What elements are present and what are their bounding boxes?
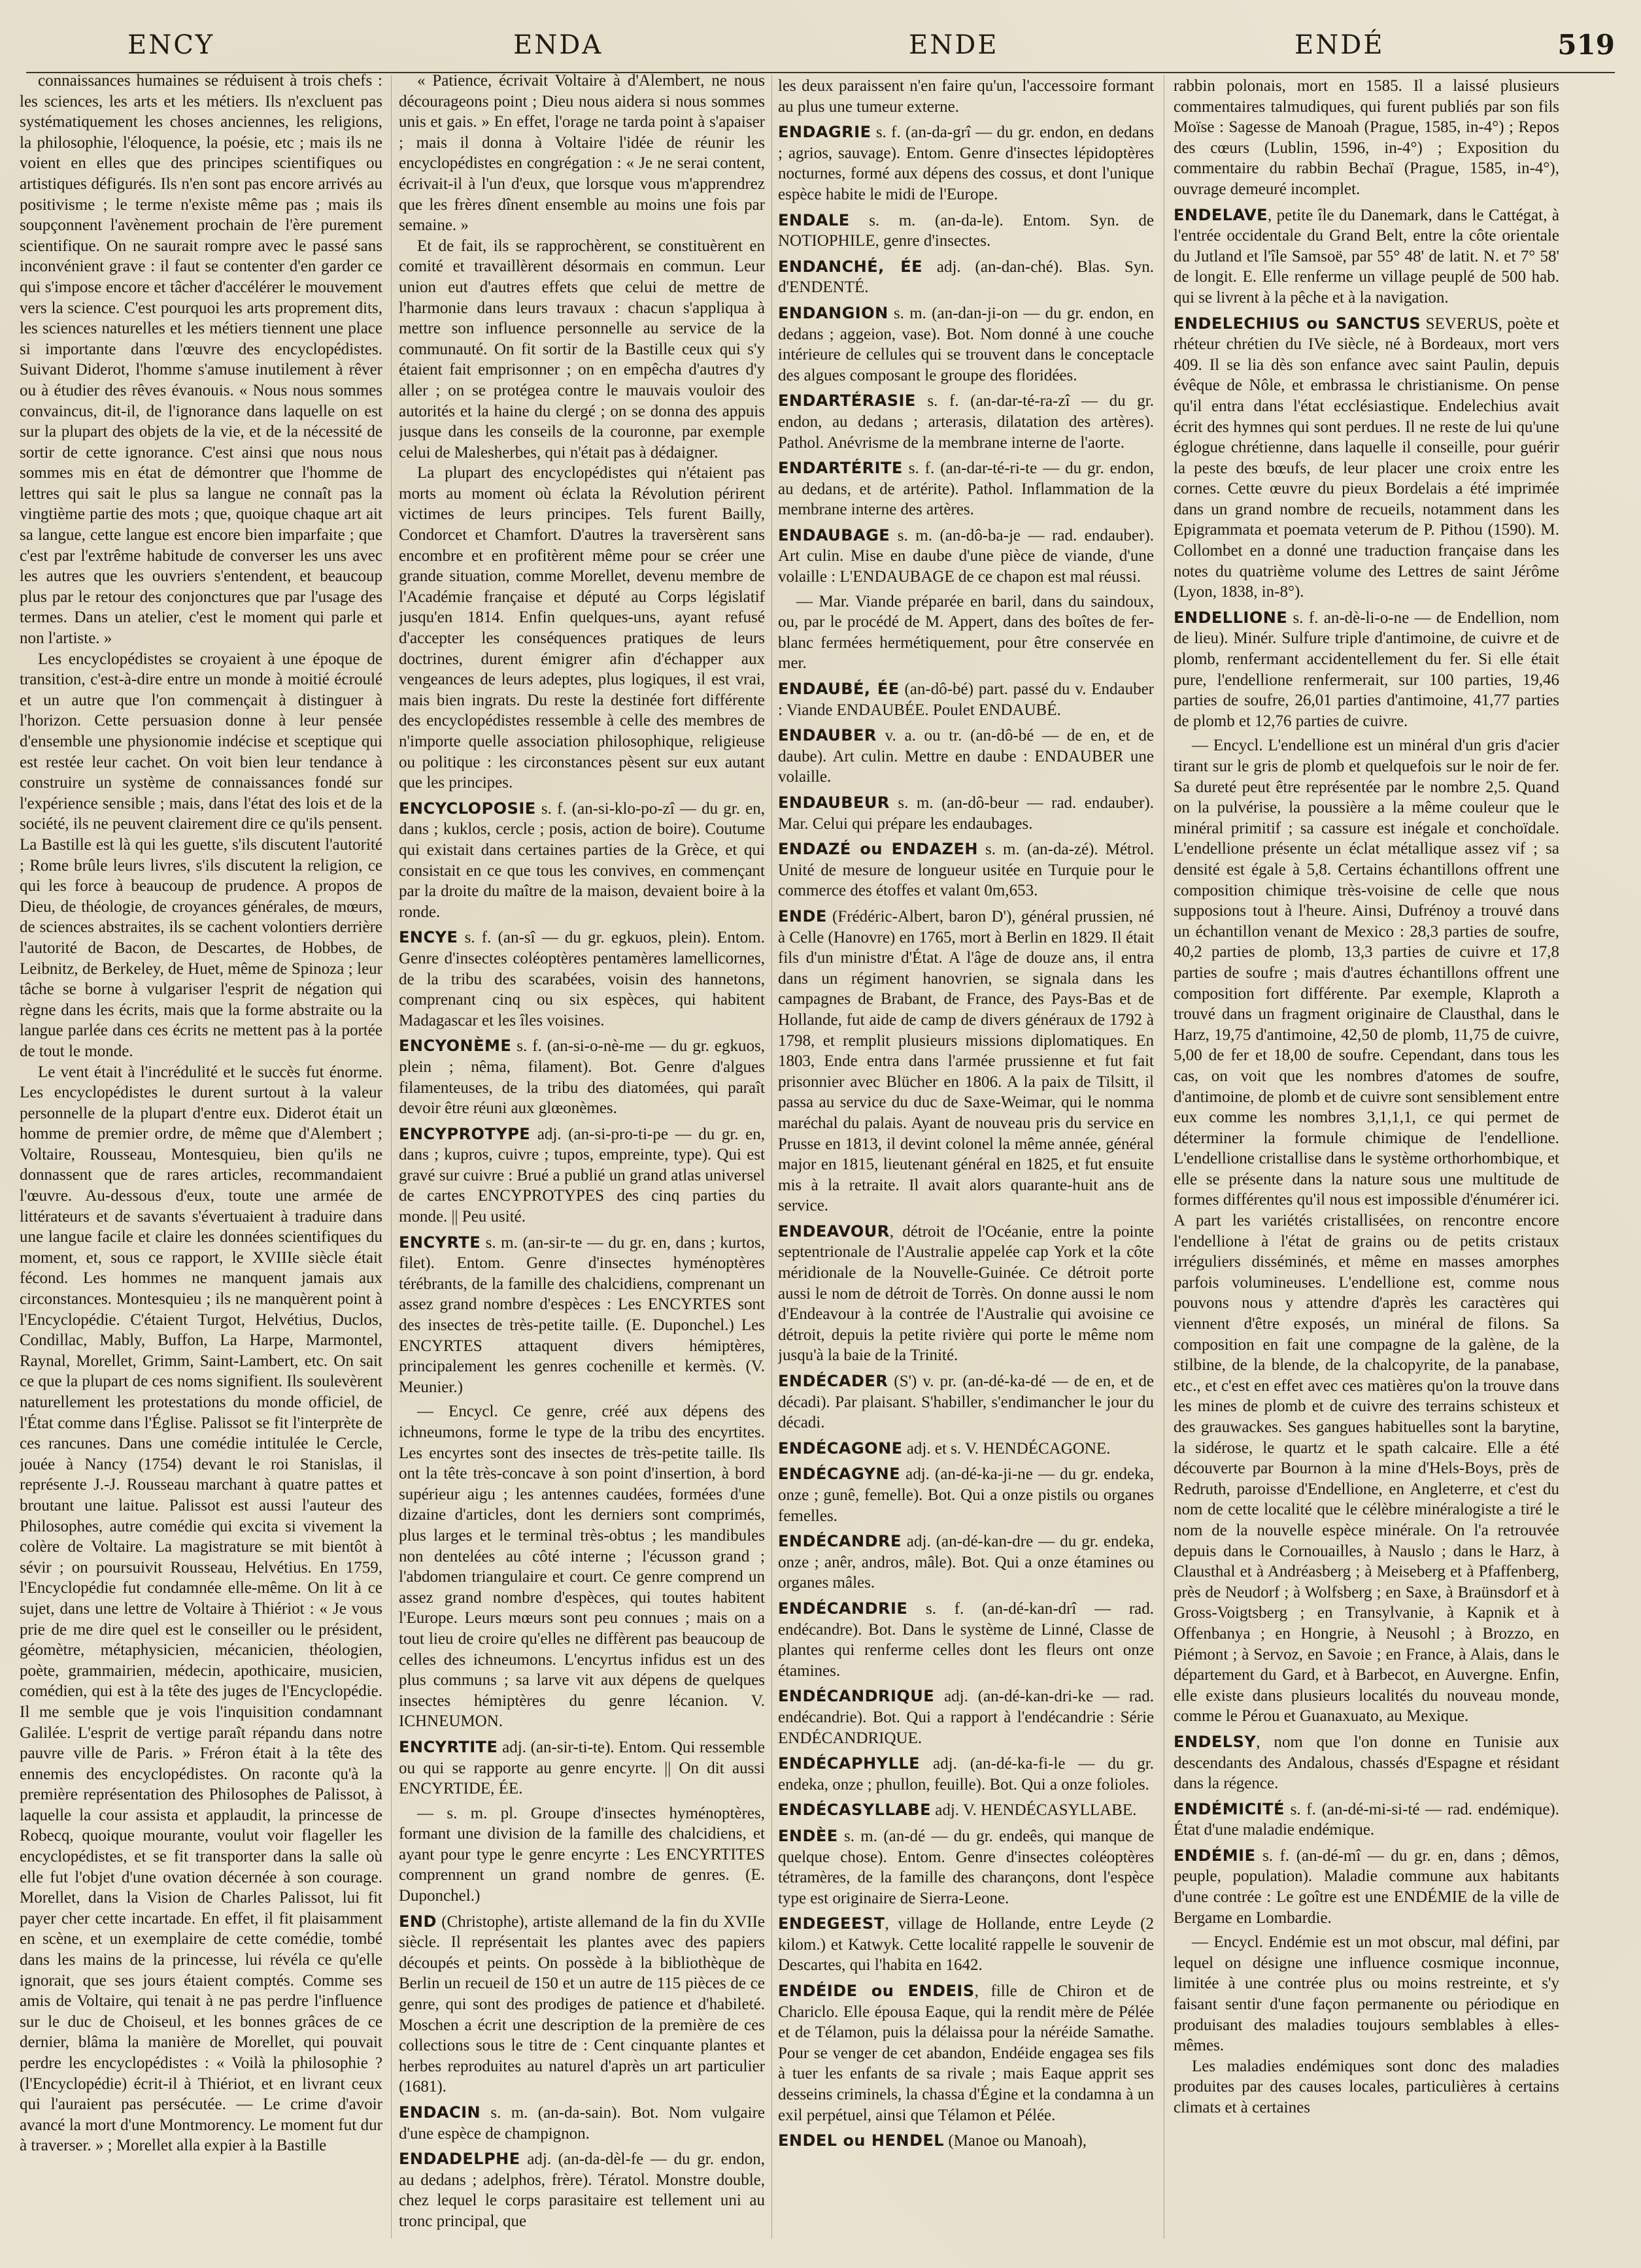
dictionary-entry: ENDAUBÉ, ÉE (an-dô-bé) part. passé du v. Endauber : Viande ENDAUBÉE. Poulet ENDAUBÉ.: [778, 680, 1154, 719]
entry-headword: ENDÉCASYLLABE: [778, 1801, 931, 1820]
dictionary-entry: END (Christophe), artiste allemand de la fin du XVIIe siècle. Il représentait les plantes avec des papiers découpés et peints. On possède à la bibliothèque de Berlin un recueil de 150 et un autre de 115 pièces de ce genre, qui sont des prodiges de patience et d'habileté. Moschen a écrit une description de la première de ces collections sous le titre de : Cent cinquante plantes et herbes reproduites au naturel d'après un art particulier (1681).: [399, 1912, 765, 2096]
dictionary-entry: ENDELSY, nom que l'on donne en Tunisie aux descendants des Andalous, chassés d'Espagne et résidant dans la régence.: [1174, 1732, 1559, 1793]
entry-headword: ENDELAVE: [1174, 205, 1268, 224]
entry-headword: ENDÉMIE: [1174, 1846, 1256, 1865]
paragraph: La plupart des encyclopédistes qui n'étaient pas morts au moment où éclata la Révolution périrent victimes de leurs principes. Tels furent Bailly, Condorcet et Chamfort. D'autres la traversèrent sans encombre et en profitèrent même pour se créer une grande situation, comme Morellet, devenu membre de l'Académie française et député au Corps législatif jusqu'en 1814. Enfin quelques-uns, ayant refusé d'accepter les conséquences pratiques de leurs doctrines, durent émigrer afin d'échapper aux vengeances de leurs adeptes, plus logiques, il est vrai, mais bien ingrats. Du reste la destinée fort différente des encyclopédistes ressemble à celle des membres de n'importe quelle association philosophique, religieuse ou politique : les circonstances pèsent sur eux autant que les principes.: [399, 464, 765, 792]
text-column-4: [1174, 71, 1559, 2247]
entry-headword: ENDÈE: [778, 1826, 838, 1845]
dictionary-entry: ENDELECHIUS ou SANCTUS SEVERUS, poète et rhéteur chrétien du IVe siècle, né à Bordeaux, mort vers 409. Il se lia dès son enfance avec saint Paulin, depuis évêque de Nôle, et embrassa le christianisme. On pense qu'il entra dans l'état ecclésiastique. Endelechius avait écrit des hymnes qui sont perdues. Il ne reste de lui qu'une églogue chrétienne, dans laquelle il conseille, pour guérir la peste des bœufs, de leur placer une croix entre les cornes. Cette œuvre du pieux Bordelais a été imprimée dans un grand nombre de recueils, notamment dans les Epigrammata et poemata veterum de P. Pithou (1590). M. Collombet en a donné une traduction française dans les notes du quatrième volume des Lettres de saint Jérôme (Lyon, 1838, in-8°).: [1174, 314, 1559, 601]
dictionary-entry: ENDÉCAPHYLLE adj. (an-dé-ka-fi-le — du gr. endeka, onze ; phullon, feuille). Bot. Qui a onze folioles.: [778, 1754, 1154, 1793]
dictionary-entry: ENDADELPHE adj. (an-da-dèl-fe — du gr. endon, au dedans ; adelphos, frère). Tératol. Monstre double, chez lequel le corps parasitaire est tellement uni au tronc principal, que: [399, 2150, 765, 2230]
entry-headword: ENDÉCANDRE: [778, 1532, 902, 1551]
header-word-4: ENDÉ: [1294, 30, 1385, 60]
dictionary-entry: rabbin polonais, mort en 1585. Il a laissé plusieurs commentaires talmudiques, qui furent publiés par son fils Moïse : Sagesse de Manoah (Prague, 1585, in-4°) ; Repos des cœurs (Lublin, 1596, in-4°) ; Exposition du commentaire du rabbin Bechaï (Prague, 1585, in-4°), ouvrage demeuré incomplet.: [1174, 77, 1559, 198]
entry-headword: ENDANCHÉ, ÉE: [778, 257, 923, 276]
text-column-2: [399, 71, 765, 2247]
entry-headword: ENDADELPHE: [399, 2150, 520, 2169]
paragraph: — s. m. pl. Groupe d'insectes hyménoptères, formant une division de la famille des chalcidiens, et ayant pour type le genre encyrte : Les ENCYRTITES comprennent un grand nombre de genres. (E. Duponchel.): [399, 1804, 765, 1905]
dictionary-entry: ENDANCHÉ, ÉE adj. (an-dan-ché). Blas. Syn. d'ENDENTÉ.: [778, 257, 1154, 297]
header-word-1: ENCY: [127, 30, 215, 60]
dictionary-entry: ENDÉCAGONE adj. et s. V. HENDÉCAGONE.: [778, 1439, 1111, 1458]
entry-headword: ENDÉCAGONE: [778, 1439, 903, 1458]
dictionary-entry: ENDEAVOUR, détroit de l'Océanie, entre la pointe septentrionale de l'Australie appelée cap York et la côte méridionale de la Nouvelle-Guinée. Ce détroit porte aussi le nom de détroit de Torrès. On donne aussi le nom d'Endeavour à la contrée de l'Australie qui avoisine ce détroit, depuis la petite rivière qui porte le même nom jusqu'à la baie de la Trinité.: [778, 1222, 1154, 1365]
dictionary-entry: ENCYRTE s. m. (an-sir-te — du gr. en, dans ; kurtos, filet). Entom. Genre d'insectes hyménoptères térébrants, de la famille des chalcidiens, comprenant un assez grand nombre d'espèces : Les ENCYRTES sont des insectes de très-petite taille. (E. Duponchel.) Les ENCYRTES attaquent divers hémiptères, principalement les genres cochenille et kermès. (V. Meunier.): [399, 1233, 765, 1396]
dictionary-entry: ENDARTÉRASIE s. f. (an-dar-té-ra-zî — du gr. endon, au dedans ; arterasis, dilatation des artères). Pathol. Anévrisme de la membrane interne de l'aorte.: [778, 392, 1154, 452]
entry-headword: ENDAZÉ ou ENDAZEH: [778, 840, 978, 859]
dictionary-entry: ENDÈE s. m. (an-dé — du gr. endeês, qui manque de quelque chose). Entom. Genre d'insectes coléoptères tétramères, de la famille des charançons, dont l'espèce type est originaire de Sierra-Leone.: [778, 1826, 1154, 1907]
entry-headword: ENDÉCAGYNE: [778, 1465, 901, 1484]
dictionary-entry: ENDÉCAGYNE adj. (an-dé-ka-ji-ne — du gr. endeka, onze ; gunê, femelle). Bot. Qui a onze pistils ou organes femelles.: [778, 1465, 1154, 1525]
dictionary-entry: ENDELAVE, petite île du Danemark, dans le Cattégat, à l'entrée occidentale du Grand Belt, entre la côte orientale du Jutland et l'île Samsoë, par 55° 48' de latit. N. et 7° 58' de longit. E. Elle renferme un village peuplé de 500 hab. qui se livrent à la pêche et à la navigation.: [1174, 205, 1559, 307]
entry-headword: END: [399, 1912, 437, 1931]
entry-headword: ENDELECHIUS ou SANCTUS: [1174, 314, 1421, 333]
dictionary-entry: ENDAUBER v. a. ou tr. (an-dô-bé — de en, et de daube). Art culin. Mettre en daube : ENDAUBER une volaille.: [778, 726, 1154, 786]
entry-headword: ENCYPROTYPE: [399, 1124, 531, 1143]
dictionary-entry: ENDANGION s. m. (an-dan-ji-on — du gr. endon, en dedans ; aggeion, vase). Bot. Nom donné à une couche intérieure de cellules qui se trouvent dans le conceptacle des algues composant le groupe des floridées.: [778, 303, 1154, 384]
entry-headword: ENDAUBEUR: [778, 793, 890, 812]
paragraph: — Encycl. Ce genre, créé aux dépens des ichneumons, forme le type de la tribu des encyrtites. Les encyrtes sont des insectes de très-petite taille. Ils ont la tête très-concave à son point d'insertion, à bord supérieur aigu ; les antennes caudées, formées d'une dizaine d'articles, dont les derniers sont comprimés, plus larges et le terminal très-obtus ; les mandibules non dentelées au côté interne ; l'écusson grand ; l'abdomen triangulaire et court. Ce genre comprend un assez grand nombre d'espèces, qui toutes habitent l'Europe. Leurs mœurs sont peu connues ; mais on a tout lieu de croire qu'elles ne diffèrent pas beaucoup de celles des ichneumons. L'encyrtus infidus est un des plus communs ; sa larve vit aux dépens de quelques insectes hémiptères du genre lécanion. V. ICHNEUMON.: [399, 1403, 765, 1731]
dictionary-entry: ENDÉCANDRIE s. f. (an-dé-kan-drî — rad. endécandre). Bot. Dans le système de Linné, Classe de plantes qui renferme celles dont les fleurs ont onze étamines.: [778, 1599, 1154, 1680]
running-header: [26, 26, 1615, 73]
dictionary-entry: ENDÉCANDRE adj. (an-dé-kan-dre — du gr. endeka, onze ; anêr, andros, mâle). Bot. Qui a onze étamines ou organes mâles.: [778, 1532, 1154, 1592]
entry-headword: ENCYONÈME: [399, 1037, 512, 1056]
dictionary-entry: ENCYCLOPOSIE s. f. (an-si-klo-po-zî — du gr. en, dans ; kuklos, cercle ; posis, action de boire). Coutume qui existait dans certaines parties de la Grèce, et qui consistait en ce que tous les convives, en commençant par la droite du maître de la maison, devaient boire à la ronde.: [399, 799, 765, 921]
page-number: 519: [1557, 29, 1615, 61]
entry-headword: ENDÉCAPHYLLE: [778, 1754, 921, 1773]
paragraph: « Patience, écrivait Voltaire à d'Alembert, ne nous décourageons point ; Dieu nous aidera si nous sommes unis et gais. » En effet, l'orage ne tarda point à s'apaiser ; mais il donna à Voltaire l'idée de réunir les encyclopédistes en congrégation : « Je ne serai content, écrivait-il à l'un d'eux, que lorsque vous m'apprendrez que les frères dînent ensemble au moins une fois par semaine. »: [399, 72, 765, 235]
dictionary-entry: ENCYONÈME s. f. (an-si-o-nè-me — du gr. egkuos, plein ; nêma, filament). Bot. Genre d'algues filamenteuses, de la tribu des diatomées, qui paraît devoir être réuni aux glœonèmes.: [399, 1037, 765, 1118]
entry-headword: ENDEGEEST: [778, 1914, 885, 1933]
header-word-3: ENDE: [909, 30, 999, 60]
entry-headword: ENDEL ou HENDEL: [778, 2131, 945, 2150]
dictionary-entry: ENDEGEEST, village de Hollande, entre Leyde (2 kilom.) et Katwyk. Cette localité rappelle le souvenir de Descartes, qui l'habita en 1642.: [778, 1914, 1154, 1975]
entry-headword: ENDARTÉRASIE: [778, 392, 916, 410]
header-word-2: ENDA: [513, 30, 603, 60]
entry-headword: ENDE: [778, 907, 827, 926]
entry-headword: ENDANGION: [778, 303, 888, 322]
dictionary-entry: ENDAUBAGE s. m. (an-dô-ba-je — rad. endauber). Art culin. Mise en daube d'une pièce de viande, d'une volaille : L'ENDAUBAGE de ce chapon est mal réussi.: [778, 525, 1154, 586]
column-rule: [391, 75, 392, 2239]
paragraph: Le vent était à l'incrédulité et le succès fut énorme. Les encyclopédistes le durent surtout à la valeur personnelle de la plupart d'entre eux. Diderot était un homme de premier ordre, de même que d'Alembert ; Voltaire, Rousseau, Montesquieu, bien qu'ils ne donnassent que de rares articles, recommandaient l'œuvre. Au-dessous d'eux, toute une armée de littérateurs et de savants s'évertuaient à traduire dans une langue facile et claire les données scientifiques du moment, et, sous ce rapport, le XVIIIe siècle était fécond. Les hommes ne manquent jamais aux circonstances. Montesquieu ; ils ne manquèrent point à l'Encyclopédie. C'étaient Turgot, Helvétius, Duclos, Condillac, Mably, Buffon, La Harpe, Marmontel, Raynal, Morellet, Grimm, Saint-Lambert, etc. On sait ce que la plupart de ces noms signifient. Ils soulevèrent naturellement les protestations du monde officiel, de l'État comme dans l'Église. Palissot se fit l'interprète de ces rancunes. Dans une comédie intitulée le Cercle, jouée à Nancy (1754) devant le roi Stanislas, il représente J.-J. Rousseau marchant à quatre pattes et broutant une laitue. Palissot est aussi l'auteur des Philosophes, autre comédie qui excita si vivement la colère de Voltaire. La magistrature se mit bientôt à sévir ; on poursuivit Rousseau, Helvétius. En 1759, l'Encyclopédie fut condamnée elle-même. On lit à ce sujet, dans une lettre de Voltaire à Thiériot : « Je vous prie de me dire quel est le conseiller ou le président, géomètre, métaphysicien, mécanicien, théologien, poète, grammairien, médecin, apothicaire, musicien, comédien, qui est à la tête des juges de l'Encyclopédie. Il me semble que je vois l'inquisition condamnant Galilée. L'esprit de vertige paraît répandu dans notre pauvre ville de Paris. » Fréron était à la tête des ennemis des encyclopédistes. On raconte qu'à la première représentation des Philosophes de Palissot, à laquelle la cour assista et applaudit, la princesse de Robecq, quoique mourante, voulut voir flageller les encyclopédistes, et se fit transporter dans la salle où elle fut l'objet d'une ovation décernée à son courage. Morellet, dans la Vision de Charles Palissot, lui fit payer cher cette incartade. En effet, il fit plaisamment en scène, et un exemplaire de cette comédie, tombé dans les mains de la princesse, lui révéla ce qu'elle ignorait, que ses jours étaient comptés. Comme ses amis de Voltaire, qui tenait à ne pas perdre l'influence sur le duc de Choiseul, et les bonnes grâces de ce dernier, blâma la manière de Morellet, qui pouvait perdre les encyclopédistes : « Voilà la philosophie ? (l'Encyclopédie) écrit-il à Thiériot, et en livrant ceux qui l'auraient pas persécutée. — Le crime d'avoir avancé la mort d'une Montmorency. Le moment fut dur à traverser. » ; Morellet alla expier à la Bastille: [20, 1063, 382, 2155]
entry-headword: ENDAGRIE: [778, 123, 871, 142]
dictionary-entry: ENDE (Frédéric-Albert, baron D'), général prussien, né à Celle (Hanovre) en 1765, mort à Berlin en 1829. Il était fils d'un ministre d'État. A l'âge de douze ans, il entra dans un régiment hanovrien, se signala dans les campagnes de Brabant, de France, des Pays-Bas et de Hollande, fut aide de camp de divers généraux de 1792 à 1798, et remplit plusieurs missions diplomatiques. En 1803, Ende entra dans l'armée prussienne et fut fait prisonnier avec Blücher en 1806. A la paix de Tilsitt, il passa au service du duc de Saxe-Weimar, qui le nomma maréchal du palais. Ayant de nouveau pris du service en Prusse en 1813, il devint colonel la même année, général major en 1815, lieutenant général en 1825, et fut ensuite mis à la retraite. Il avait alors quarante-huit ans de service.: [778, 907, 1154, 1215]
dictionary-entry: ENDÉIDE ou ENDEIS, fille de Chiron et de Chariclo. Elle épousa Eaque, qui la rendit mère de Pélée et de Télamon, puis la délaissa pour la néréide Samathe. Pour se venger de cet abandon, Endéide engagea ses fils à tuer les enfants de sa rivale ; mais Eaque apprit ses desseins criminels, la chassa d'Égine et la condamna à un exil perpétuel, ainsi que Télamon et Pélée.: [778, 1982, 1154, 2124]
entry-headword: ENCYRTITE: [399, 1737, 498, 1756]
entry-headword: ENDAUBÉ, ÉE: [778, 680, 900, 699]
column-rule: [771, 75, 772, 2239]
dictionary-entry: ENDAGRIE s. f. (an-da-grî — du gr. endon, en dedans ; agrios, sauvage). Entom. Genre d'insectes lépidoptères nocturnes, formé aux dépens des cossus, et dont l'unique espèce habite le midi de l'Europe.: [778, 123, 1154, 203]
entry-headword: ENDÉCANDRIE: [778, 1599, 908, 1618]
entry-headword: ENDELLIONE: [1174, 608, 1288, 627]
dictionary-entry: ENDÉCADER (S') v. pr. (an-dé-ka-dé — de en, et de décadi). Par plaisant. S'habiller, s'endimancher le jour du décadi.: [778, 1372, 1154, 1432]
dictionary-entry: ENDARTÉRITE s. f. (an-dar-té-ri-te — du gr. endon, au dedans, et de artérite). Pathol. Inflammation de la membrane interne des artères.: [778, 459, 1154, 519]
paragraph: connaissances humaines se réduisent à trois chefs : les sciences, les arts et les métiers. Ils n'excluent pas systématiquement les choses anciennes, les religions, la philosophie, l'éloquence, la poésie, etc ; mais ils ne voient en elles que des principes scientifiques ou artistiques défigurés. Ils n'en sont pas encore arrivés au positivisme ; le terme n'existe même pas ; mais ils soupçonnent l'avènement prochain de l'ère purement scientifique. On ne saurait rompre avec le passé sans inconvénient grave : il faut se contenter d'en garder ce qui s'impose encore et tâcher d'accélérer le mouvement vers la science. C'est pourquoi les arts proprement dits, les sciences naturelles et les métiers tiennent une place si importante dans l'œuvre des encyclopédistes. Suivant Diderot, l'homme s'amuse inutilement à rêver ou à étudier des rêves évanouis. « Nous nous sommes convaincus, dit-il, de l'ignorance dans laquelle on est sur la plupart des objets de la vie, et de la nécessité de sortir de cette ignorance. C'est ainsi que nous nous sommes mis en état de démontrer que l'homme de lettres qui sait le plus sa langue ne connaît pas la vingtième partie des mots ; que, quoique chaque art ait sa langue, cette langue est encore bien imparfaite ; que c'est par l'extrême habitude de converser les uns avec les autres que les ouvriers s'entendent, et beaucoup plus par le retour des conjonctures que par l'usage des termes. Dans un atelier, c'est le moment qui parle et non l'artiste. »: [20, 72, 382, 648]
dictionary-entry: ENDÉMIE s. f. (an-dé-mî — du gr. en, dans ; dêmos, peuple, population). Maladie commune aux habitants d'une contrée : Le goître est une ENDÉMIE de la ville de Bergame en Lombardie.: [1174, 1846, 1559, 1927]
dictionary-entry: ENCYRTITE adj. (an-sir-ti-te). Entom. Qui ressemble ou qui se rapporte au genre encyrte. || On dit aussi ENCYRTIDE, ÉE.: [399, 1737, 765, 1798]
dictionary-entry: les deux paraissent n'en faire qu'un, l'accessoire formant au plus une tumeur externe.: [778, 77, 1154, 116]
entry-headword: ENDAUBER: [778, 726, 877, 745]
entry-headword: ENDÉCANDRIQUE: [778, 1687, 935, 1706]
entry-headword: ENCYRTE: [399, 1233, 481, 1252]
entry-headword: ENDAUBAGE: [778, 525, 890, 544]
entry-headword: ENDARTÉRITE: [778, 459, 903, 478]
paragraph: — Mar. Viande préparée en baril, dans du saindoux, ou, par le procédé de M. Appert, dans des boîtes de fer-blanc fermées hermétiquement, pour être conservée en mer.: [778, 592, 1154, 673]
dictionary-entry: ENDEL ou HENDEL (Manoe ou Manoah),: [778, 2131, 1087, 2150]
dictionary-entry: ENDÉMICITÉ s. f. (an-dé-mi-si-té — rad. endémique). État d'une maladie endémique.: [1174, 1799, 1559, 1839]
entry-headword: ENDÉMICITÉ: [1174, 1799, 1285, 1818]
paragraph: Les encyclopédistes se croyaient à une époque de transition, c'est-à-dire entre un monde à moitié écroulé et un autre que l'on commençait à distinguer à l'horizon. Cette persuasion donne à leur pensée d'ensemble une physionomie indécise et sceptique qui est restée leur cachet. On voit bien leur tendance à construire un système de connaissances fondé sur l'expérience sensible ; mais, dans l'état des lois et de la société, ils ne peuvent clairement dire ce qu'ils pensent. La Bastille est là qui les guette, s'ils discutent l'autorité ; Rome brûle leurs livres, s'ils discutent la religion, ce qui les force à beaucoup de prudence. A propos de Dieu, de théologie, de croyances générales, de mœurs, de sciences abstraites, ils se cachent volontiers derrière l'autorité de Bacon, de Descartes, de Hobbes, de Leibnitz, de Berkeley, de Huet, même de Spinoza ; leur tâche se borne à vulgariser l'esprit de négation qui règne dans les écrits, mais que la forme abstraite ou la langue parlée dans ces écrits ne mettent pas à la portée de tout le monde.: [20, 650, 382, 1060]
entry-headword: ENDÉIDE ou ENDEIS: [778, 1982, 975, 2001]
dictionary-entry: ENDAZÉ ou ENDAZEH s. m. (an-da-zé). Métrol. Unité de mesure de longueur usitée en Turquie pour le commerce des étoffes et valant 0m,653.: [778, 840, 1154, 900]
entry-headword: ENDACIN: [399, 2103, 481, 2122]
entry-headword: ENDALE: [778, 210, 850, 229]
entry-headword: ENCYCLOPOSIE: [399, 799, 536, 818]
dictionary-entry: ENDELLIONE s. f. an-dè-li-o-ne — de Endellion, nom de lieu). Minér. Sulfure triple d'antimoine, de cuivre et de plomb, renfermant accidentellement du fer. Si elle était pure, l'endellione renfermerait, sur 100 parties, 19,46 parties de soufre, 26,01 parties d'antimoine, 41,77 parties de plomb et 12,76 parties de cuivre.: [1174, 608, 1559, 730]
paragraph: Les maladies endémiques sont donc des maladies produites par des causes locales, particulières à certains climats et à certaines: [1174, 2057, 1559, 2116]
dictionary-entry: ENCYE s. f. (an-sî — du gr. egkuos, plein). Entom. Genre d'insectes coléoptères pentamères lamellicornes, de la tribu des scarabées, voisin des hannetons, comprenant cinq ou six espèces, qui habitent Madagascar et les îles voisines.: [399, 928, 765, 1029]
dictionary-entry: ENDAUBEUR s. m. (an-dô-beur — rad. endauber). Mar. Celui qui prépare les endaubages.: [778, 793, 1154, 833]
paragraph: Et de fait, ils se rapprochèrent, se constituèrent en comité et travaillèrent désormais en commun. Leur union eut d'autres effets que celui de mettre de l'harmonie dans leurs travaux : chacun s'appliqua à mettre son influence personnelle au service de la communauté. On fit sortir de la Bastille ceux qui s'y étaient fait emprisonner ; on en empêcha d'autres d'y aller ; on se protégea contre le mauvais vouloir des autorités et la haine du clergé ; on se donna des appuis jusque dans les conseils de la couronne, par exemple celui de Malesherbes, qui n'était pas à dédaigner.: [399, 237, 765, 461]
dictionary-entry: ENDACIN s. m. (an-da-sain). Bot. Nom vulgaire d'une espèce de champignon.: [399, 2103, 765, 2143]
text-column-3: [778, 71, 1154, 2247]
paragraph: — Encycl. L'endellione est un minéral d'un gris d'acier tirant sur le gris de plomb et quelquefois sur le noir de fer. Sa dureté peut être représentée par le nombre 2,5. Quand on la pulvérise, la poussière a la même couleur que le minéral primitif ; sa cassure est inégale et conchoïdale. L'endellione présente un éclat métallique assez vif ; sa densité est égale à 5,8. Certains échantillons offrent une composition chimique très-voisine de celle que nous supposions tout à l'heure. Ainsi, Dufrénoy a trouvé dans un échantillon venant de Mexico : 28,3 parties de soufre, 40,2 parties de plomb, 13,3 parties de cuivre et 17,8 parties de soufre ; mais d'autres échantillons offrent une composition fort différente. Par exemple, Klaproth a trouvé dans un fragment originaire de Clausthal, dans le Harz, 19,75 d'antimoine, 42,50 de plomb, 11,75 de cuivre, 5,00 de fer et 18,00 de soufre. Cependant, dans tous les cas, on voit que les nombres d'atomes de soufre, d'antimoine, de plomb et de cuivre sont sensiblement entre eux comme les nombres 3,1,1,1, ce qui permet de déterminer la formule chimique de l'endellione. L'endellione cristallise dans le système orthorhombique, et elle se présente dans la nature sous une multitude de formes différentes qu'il nous est impossible d'énumérer ici. A part les variétés cristallisées, on rencontre encore l'endellione à l'état de grains ou de petits cristaux irréguliers disséminés, et même en masses amorphes parfois volumineuses. L'endellione est, comme nous pouvons nous y attendre d'après les caractères qui viennent d'être exposés, un minéral de filons. Sa composition en fait une compagne de la galène, de la stilbine, de la blende, de la chalcopyrite, de la panabase, etc., et c'est en effet avec ces matières qu'on la trouve dans les mines de plomb et de cuivre des terrains schisteux et des grauwackes. Ses gangues habituelles sont la barytine, la sidérose, le quartz et le spath calcaire. Elle a été découverte par Bournon à la mine d'Hels-Boys, près de Redruth, paroisse d'Endellione, en Angleterre, et c'est du nom de cette localité que le célèbre minéralogiste a tiré le nom de la nouvelle espèce minérale. On l'a retrouvée depuis dans le Cornouailles, à Nauslo ; dans le Harz, à Clausthal et à Andréasberg ; à Meiseberg et à Pfaffenberg, près de Neudorf ; à Wolfsberg ; en Saxe, à Braünsdorf et à Gross-Voigtsberg ; en Transylvanie, à Kapnik et à Offenbanya ; en Hongrie, à Neusohl ; à Brozzo, en Piémont ; à Servoz, en Savoie ; en France, à Alais, dans le département du Gard, et à Barbecot, en Auvergne. Enfin, elle existe dans plusieurs localités du nouveau monde, comme le Pérou et Guanaxuato, au Mexique.: [1174, 737, 1559, 1726]
entry-headword: ENDEAVOUR: [778, 1222, 890, 1241]
dictionary-entry: ENDÉCASYLLABE adj. V. HENDÉCASYLLABE.: [778, 1801, 1137, 1820]
dictionary-entry: ENDALE s. m. (an-da-le). Entom. Syn. de NOTIOPHILE, genre d'insectes.: [778, 210, 1154, 250]
entry-headword: ENDÉCADER: [778, 1372, 888, 1391]
entry-headword: ENDELSY: [1174, 1732, 1257, 1751]
dictionary-entry: ENDÉCANDRIQUE adj. (an-dé-kan-dri-ke — rad. endécandrie). Bot. Qui a rapport à l'endécandrie : Série ENDÉCANDRIQUE.: [778, 1687, 1154, 1747]
dictionary-entry: ENCYPROTYPE adj. (an-si-pro-ti-pe — du gr. en, dans ; kupros, cuivre ; tupos, empreinte, type). Qui est gravé sur cuivre : Brué a publié un grand atlas universel de cartes ENCYPROTYPES des cinq parties du monde. || Peu usité.: [399, 1124, 765, 1226]
entry-headword: ENCYE: [399, 928, 458, 947]
paragraph: — Encycl. Endémie est un mot obscur, mal défini, par lequel on désigne une influence cosmique inconnue, limitée à une contrée plus ou moins restreinte, et s'y faisant sentir d'une façon permanente ou périodique en produisant des maladies toujours semblables à elles-mêmes.: [1174, 1933, 1559, 2055]
text-column-1: [20, 71, 382, 2247]
